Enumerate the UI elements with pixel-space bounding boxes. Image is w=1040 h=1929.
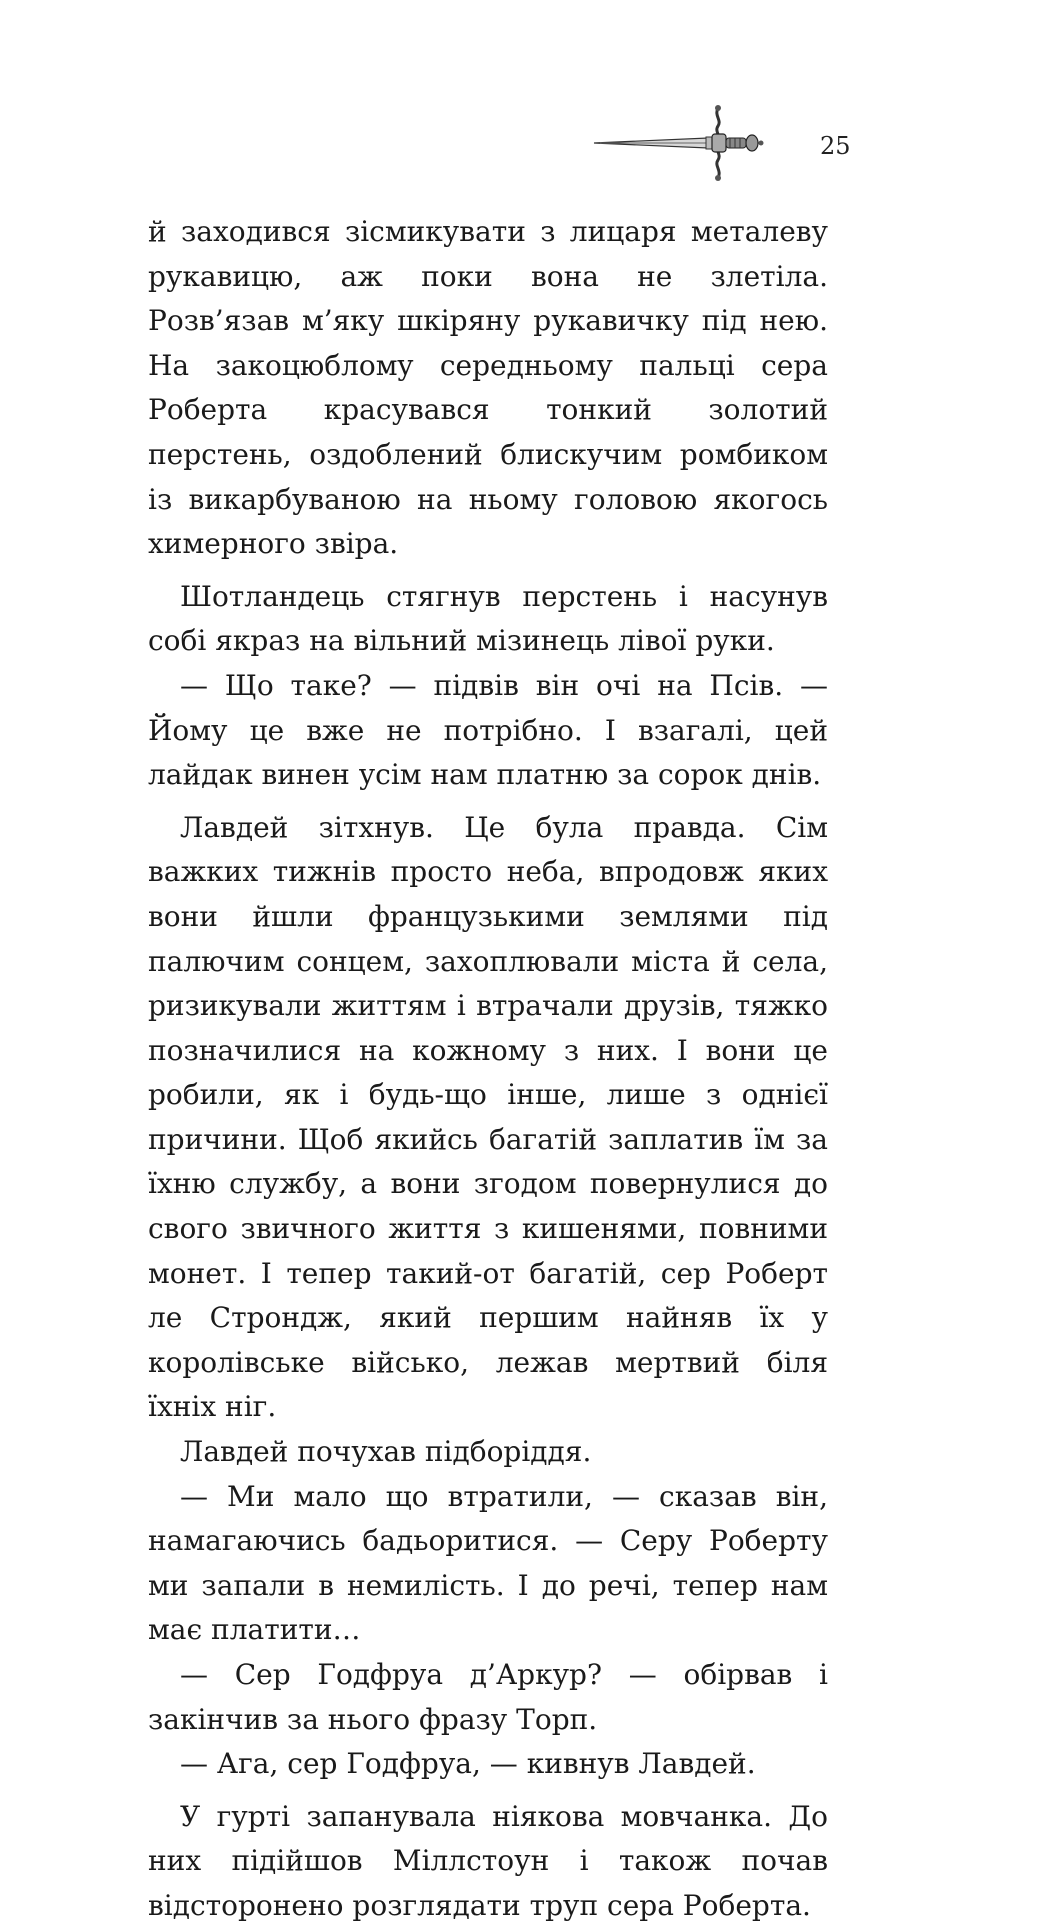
- paragraph: — Ми мало що втратили, — сказав він, намагаючись бадьоритися. — Серу Роберту ми запали в немилість. І до речі, тепер нам має платити…: [148, 1479, 828, 1647]
- body-text: [148, 210, 828, 1929]
- paragraph: Шотландець стягнув перстень і насунув собі якраз на вільний мізинець лівої руки.: [148, 579, 828, 658]
- paragraph: — Що таке? — підвів він очі на Псів. — Йому це вже не потрібно. І взагалі, цей лайдак винен усім нам платню за сорок днів.: [148, 668, 828, 792]
- paragraph: Лавдей почухав підборіддя.: [180, 1435, 592, 1469]
- paragraph: й заходився зісмикувати з лицаря металеву рукавицю, аж поки вона не злетіла. Розв’язав м’яку шкіряну рукавичку під нею. На закоцюбломy середньому пальці сера Роберта красувався тонкий золотий перстень, оздоблений блискучим ромбиком із викарбуваною на ньому головою якогось химерного звіра.: [148, 215, 828, 561]
- paragraph: У гурті запанувала ніякова мовчанка. До них підійшов Міллстоун і також почав відсторонено розглядати труп сера Роберта.: [148, 1799, 828, 1922]
- paragraph: — Ага, сер Годфруа, — кивнув Лавдей.: [180, 1747, 756, 1781]
- page-header: [590, 102, 850, 182]
- page-number: 25: [820, 132, 851, 160]
- sword-icon: [590, 102, 790, 182]
- paragraph: Лавдей зітхнув. Це була правда. Сім важких тижнів просто неба, впродовж яких вони йшли французькими землями під палючим сонцем, захоплювали міста й села, ризикували життям і втрачали друзів, тяжко позначилися на кожному з них. І вони це робили, як і будь-що інше, лише з однієї причини. Щоб якийсь багатій заплатив їм за їхню службу, а вони згодом повернулися до свого звичного життя з кишенями, повними монет. І тепер такий-от багатій, сер Роберт ле Строндж, який першим найняв їх у королівське військо, лежав мертвий біля їхніх ніг.: [148, 810, 828, 1424]
- paragraph: — Сер Годфруа д’Аркур? — обірвав і закінчив за нього фразу Торп.: [148, 1658, 828, 1736]
